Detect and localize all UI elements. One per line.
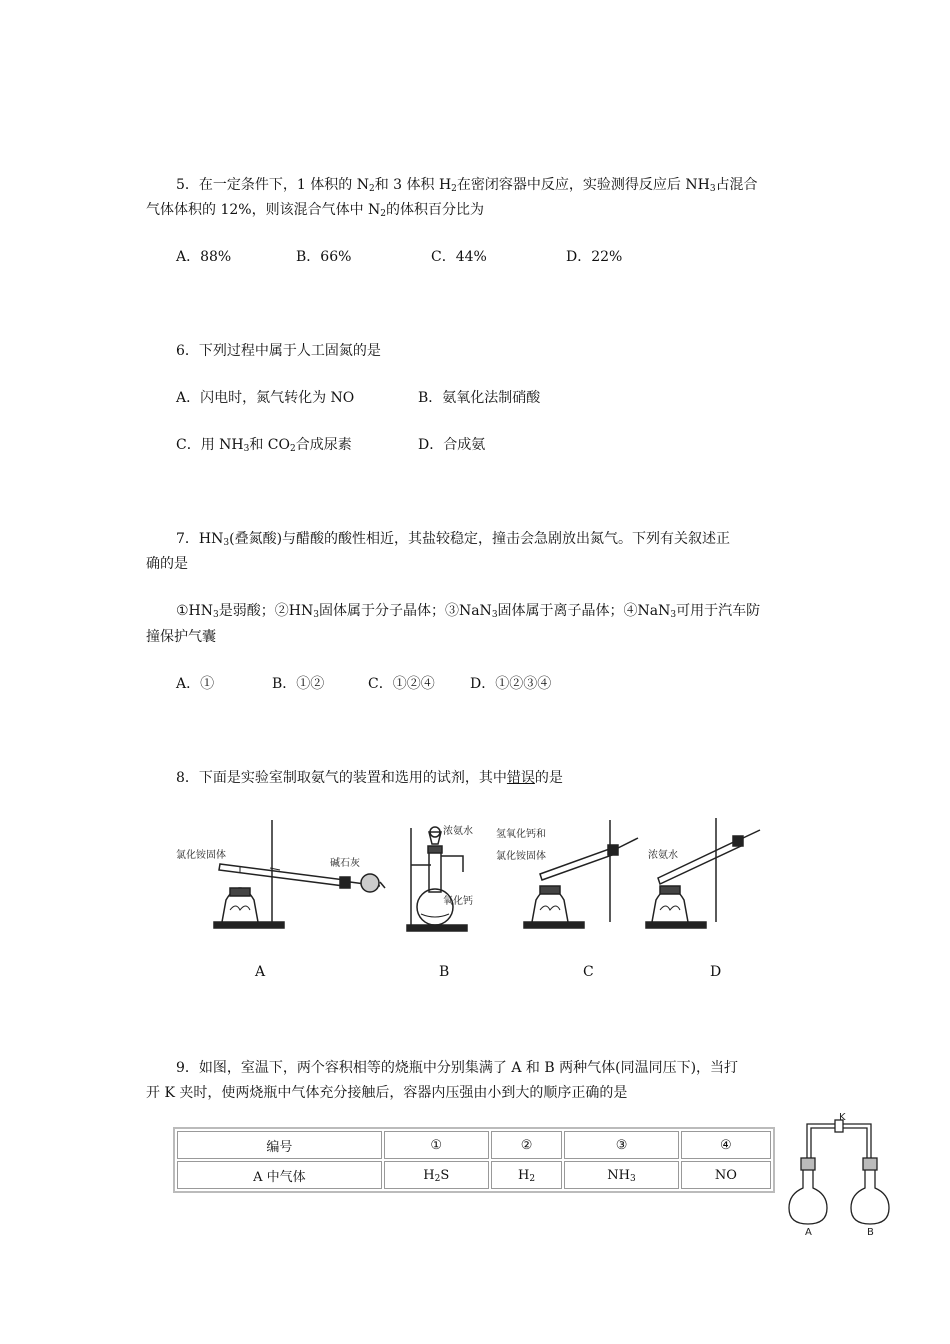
table-header-row xyxy=(177,1131,771,1159)
table-cell: $H_2$ xyxy=(491,1161,563,1189)
flask-k-label: K xyxy=(839,1112,846,1123)
apparatus-b xyxy=(407,827,467,931)
two-flask-figure xyxy=(785,1112,895,1237)
q7-option-a: A．① xyxy=(176,676,215,692)
flask-b-label: B xyxy=(867,1227,874,1237)
fig-a-dryer: 碱石灰 xyxy=(330,858,360,869)
q7-line4: 撞保护气囊 xyxy=(146,629,216,645)
q7-line2: 确的是 xyxy=(146,556,188,572)
q9-line1: 9．如图，室温下，两个容积相等的烧瓶中分别集满了 A 和 B 两种气体(同温同压下)，当打 xyxy=(176,1060,739,1076)
apparatus-d xyxy=(646,818,760,928)
q6-option-a: A．闪电时，氮气转化为 NO xyxy=(176,390,355,406)
q5-line1: 5．在一定条件下，1 体积的 $N_2$和 3 体积 $H_2$在密闭容器中反应，实验测得反应后 $NH_3$占混合 xyxy=(176,177,758,194)
q7-option-c: C．①②④ xyxy=(368,676,435,692)
q7-line1: 7．$HN_3$(叠氮酸)与醋酸的酸性相近，其盐较稳定，撞击会急剧放出氮气。下列有关叙述正 xyxy=(176,531,731,548)
q8-stem: 8．下面是实验室制取氨气的装置和选用的试剂，其中错误的是 xyxy=(176,770,563,786)
q7-line3: $①HN_3$是弱酸；$②HN_3$固体属于分子晶体；③NaN$_3$固体属于离子晶体；④NaN$_3$可用于汽车防 xyxy=(176,603,761,620)
fig-c-line1: 氢氧化钙和 xyxy=(496,829,546,840)
fig-b-bottom: 氧化钙 xyxy=(443,896,473,907)
table-header: 编号 xyxy=(177,1131,382,1159)
fig-label-b: B xyxy=(439,964,450,980)
apparatus-a xyxy=(214,820,385,928)
q9-line2: 开 K 夹时，使两烧瓶中气体充分接触后，容器内压强由小到大的顺序正确的是 xyxy=(146,1085,628,1101)
table-row xyxy=(177,1161,771,1189)
q5-option-c: C．44% xyxy=(431,249,487,265)
q5-line2: 气体体积的 12%，则该混合气体中 $N_2$的体积百分比为 xyxy=(146,202,485,219)
fig-d-reagent: 浓氨水 xyxy=(648,850,678,861)
table-cell: $NH_3$ xyxy=(564,1161,678,1189)
gas-table xyxy=(173,1127,775,1193)
flask-a-label: A xyxy=(805,1227,812,1237)
q5-option-b: B．66% xyxy=(296,249,352,265)
table-row-label: A 中气体 xyxy=(177,1161,382,1189)
table-cell: NO xyxy=(681,1161,771,1189)
q5-option-d: D．22% xyxy=(566,249,623,265)
q6-option-c: C．用 $NH_3$和 $CO_2$合成尿素 xyxy=(176,437,352,454)
ammonia-apparatus-figure xyxy=(160,810,780,945)
table-header: ① xyxy=(384,1131,489,1159)
table-header: ② xyxy=(491,1131,563,1159)
q6-option-d: D．合成氨 xyxy=(418,437,486,453)
fig-label-d: D xyxy=(710,964,722,980)
fig-c-line2: 氯化铵固体 xyxy=(496,851,546,862)
fig-a-reagent: 氯化铵固体 xyxy=(176,850,226,861)
fig-label-a: A xyxy=(255,964,266,980)
table-cell: $H_2S$ xyxy=(384,1161,489,1189)
q6-option-b: B．氨氧化法制硝酸 xyxy=(418,390,541,406)
table-header: ④ xyxy=(681,1131,771,1159)
q7-option-d: D．①②③④ xyxy=(470,676,552,692)
q6-stem: 6．下列过程中属于人工固氮的是 xyxy=(176,343,381,359)
q5-option-a: A．88% xyxy=(176,249,232,265)
fig-b-top: 浓氨水 xyxy=(443,826,473,837)
fig-label-c: C xyxy=(583,964,594,980)
q7-option-b: B．①② xyxy=(272,676,325,692)
table-header: ③ xyxy=(564,1131,678,1159)
